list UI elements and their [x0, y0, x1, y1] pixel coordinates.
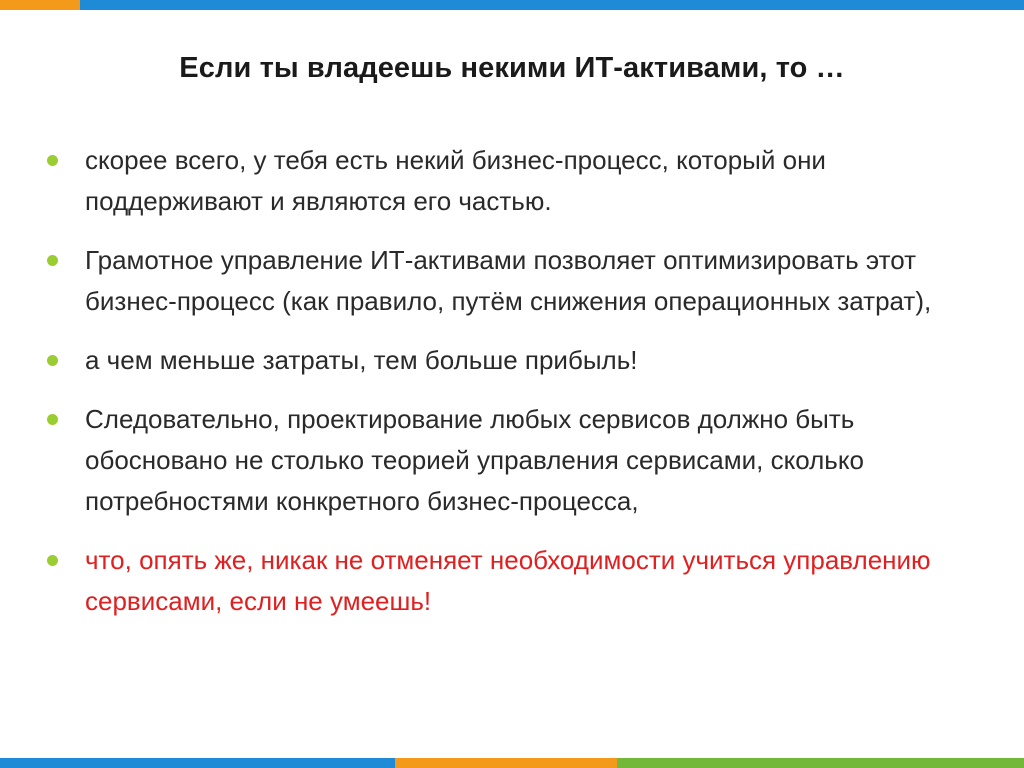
top-bar-orange-segment: [0, 0, 80, 10]
slide-title: Если ты владеешь некими ИТ-активами, то …: [179, 52, 845, 84]
bottom-bar-orange-segment: [395, 758, 617, 768]
bullet-dot-icon: [47, 555, 58, 566]
bullet-list: [47, 140, 997, 640]
bullet-item: [47, 399, 997, 522]
bullet-text: а чем меньше затраты, тем больше прибыль!: [85, 345, 638, 375]
bullet-dot-icon: [47, 155, 58, 166]
bullet-dot-icon: [47, 355, 58, 366]
bullet-text: Следовательно, проектирование любых сервисов должно быть обосновано не столько теорией управления сервисами, сколько потребностями конкретного бизнес-процесса,: [85, 404, 864, 516]
bullet-item: [47, 340, 997, 381]
bottom-accent-bar: [0, 758, 1024, 768]
bullet-item: [47, 240, 997, 322]
bullet-item: [47, 140, 997, 222]
bullet-text: скорее всего, у тебя есть некий бизнес-процесс, который они поддерживают и являются его частью.: [85, 145, 826, 216]
bottom-bar-green-segment: [617, 758, 1024, 768]
bullet-dot-icon: [47, 414, 58, 425]
bottom-bar-blue-segment: [0, 758, 395, 768]
top-bar-blue-segment: [80, 0, 1024, 10]
bullet-text: Грамотное управление ИТ-активами позволяет оптимизировать этот бизнес-процесс (как правило, путём снижения операционных затрат),: [85, 245, 932, 316]
bullet-text: что, опять же, никак не отменяет необходимости учиться управлению сервисами, если не умеешь!: [85, 545, 931, 616]
top-accent-bar: [0, 0, 1024, 10]
bullet-item-highlighted: [47, 540, 997, 622]
bullet-dot-icon: [47, 255, 58, 266]
